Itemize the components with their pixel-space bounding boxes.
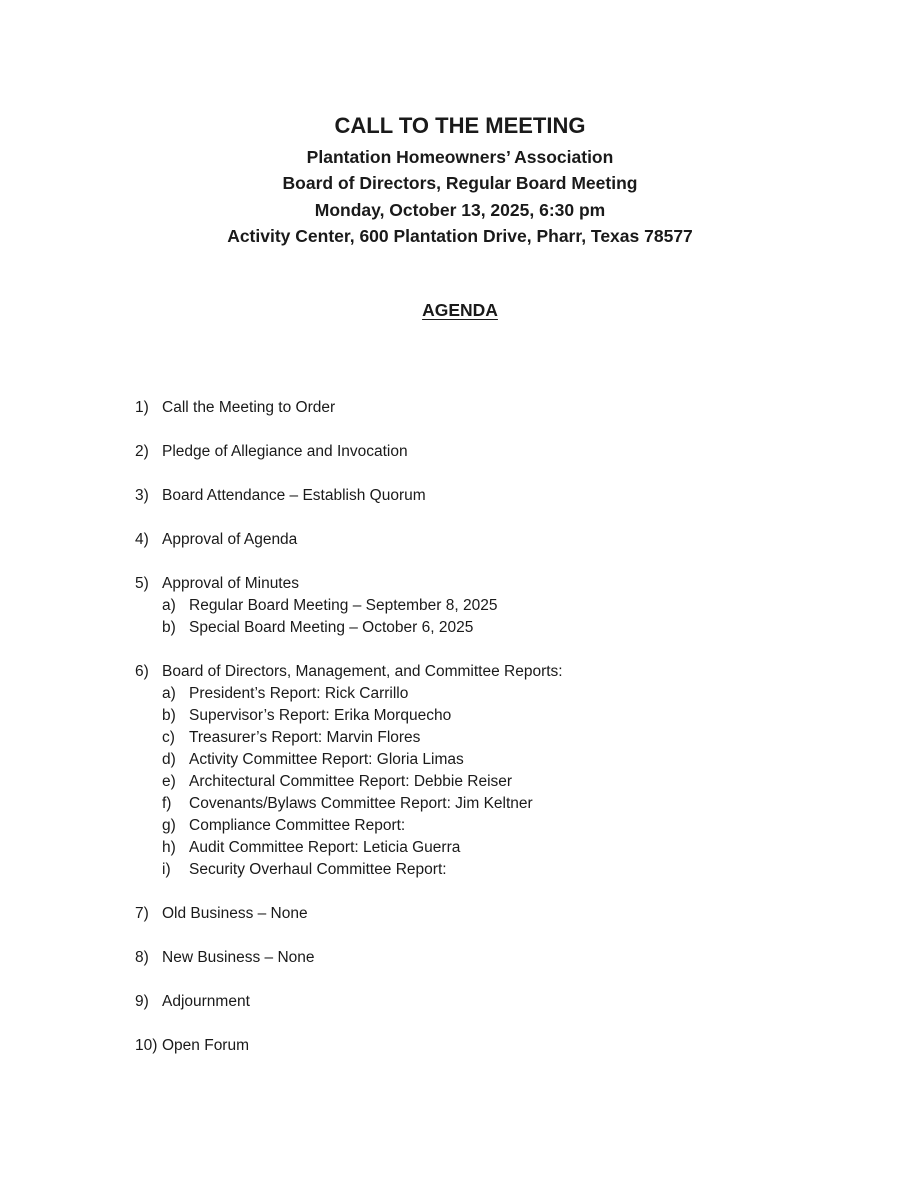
agenda-sub-item-text: Security Overhaul Committee Report: [189,861,447,878]
agenda-item-number: 2) [135,443,149,460]
agenda-sub-item [135,595,835,617]
agenda-item-number: 4) [135,531,149,548]
agenda-sub-item-letter: b) [162,619,176,636]
agenda-sub-item-text: Audit Committee Report: Leticia Guerra [189,839,461,856]
agenda-sub-item-letter: g) [162,817,176,834]
agenda-sub-item-text: Special Board Meeting – October 6, 2025 [189,619,474,636]
agenda-item-text: New Business – None [162,949,315,966]
agenda-sub-item-letter: i) [162,861,171,878]
agenda-item-row [135,661,835,683]
agenda-item [135,903,835,925]
agenda-sub-item [135,617,835,639]
agenda-item-number: 10) [135,1037,158,1054]
agenda-sub-item-letter: b) [162,707,176,724]
agenda-item-text: Adjournment [162,993,250,1010]
meeting-type: Board of Directors, Regular Board Meeting [282,173,638,194]
agenda-sub-item-letter: c) [162,729,175,746]
agenda-sub-item-text: Regular Board Meeting – September 8, 2025 [189,597,498,614]
agenda-sub-list [135,595,835,639]
agenda-sub-item [135,815,835,837]
agenda-item [135,661,835,881]
agenda-sub-item [135,793,835,815]
meeting-header [0,108,920,249]
agenda-sub-item [135,705,835,727]
agenda-item-number: 9) [135,993,149,1010]
agenda-sub-item-text: Compliance Committee Report: [189,817,406,834]
agenda-item-text: Approval of Agenda [162,531,298,548]
agenda-heading: AGENDA [422,300,498,320]
agenda-sub-item [135,837,835,859]
agenda-item [135,1035,835,1057]
agenda-item-row [135,397,835,419]
agenda-sub-list [135,683,835,881]
agenda-item-row [135,1035,835,1057]
agenda-sub-item-text: Activity Committee Report: Gloria Limas [189,751,464,768]
agenda-item-number: 5) [135,575,149,592]
agenda-item [135,441,835,463]
meeting-location: Activity Center, 600 Plantation Drive, Pharr, Texas 78577 [227,225,693,246]
agenda-sub-item-letter: e) [162,773,176,790]
agenda-item-text: Old Business – None [162,905,308,922]
agenda-sub-item-text: Covenants/Bylaws Committee Report: Jim Keltner [189,795,533,812]
agenda-item-text: Board of Directors, Management, and Committee Reports: [162,663,563,680]
agenda-item [135,485,835,507]
organization-name: Plantation Homeowners’ Association [306,147,614,167]
agenda-item-number: 1) [135,399,149,416]
agenda-item-text: Call the Meeting to Order [162,399,336,416]
agenda-item-text: Open Forum [162,1037,250,1054]
agenda-item-row [135,903,835,925]
agenda-item [135,947,835,969]
agenda-sub-item-text: President’s Report: Rick Carrillo [189,685,409,702]
agenda-sub-item [135,749,835,771]
agenda-item [135,573,835,639]
agenda-item-number: 3) [135,487,149,504]
agenda-item [135,529,835,551]
agenda-item-number: 7) [135,905,149,922]
agenda-item-row [135,441,835,463]
agenda-item-row [135,947,835,969]
agenda-sub-item-letter: h) [162,839,176,856]
agenda-list [135,397,835,1079]
agenda-sub-item-text: Architectural Committee Report: Debbie Reiser [189,773,513,790]
agenda-item-row [135,573,835,595]
agenda-item-row [135,991,835,1013]
agenda-item-number: 6) [135,663,149,680]
meeting-datetime: Monday, October 13, 2025, 6:30 pm [314,199,606,220]
page-title: CALL TO THE MEETING [334,113,586,138]
agenda-item-row [135,529,835,551]
agenda-sub-item [135,727,835,749]
agenda-item [135,397,835,419]
agenda-item-text: Board Attendance – Establish Quorum [162,487,426,504]
agenda-sub-item-letter: a) [162,597,176,614]
agenda-item-number: 8) [135,949,149,966]
agenda-sub-item-letter: a) [162,685,176,702]
agenda-sub-item-text: Supervisor’s Report: Erika Morquecho [189,707,452,724]
agenda-sub-item [135,859,835,881]
agenda-item-row [135,485,835,507]
agenda-sub-item-letter: f) [162,795,172,812]
agenda-item [135,991,835,1013]
agenda-item-text: Approval of Minutes [162,575,299,592]
agenda-item-text: Pledge of Allegiance and Invocation [162,443,408,460]
agenda-sub-item-text: Treasurer’s Report: Marvin Flores [189,729,421,746]
agenda-sub-item [135,771,835,793]
agenda-sub-item [135,683,835,705]
agenda-sub-item-letter: d) [162,751,176,768]
